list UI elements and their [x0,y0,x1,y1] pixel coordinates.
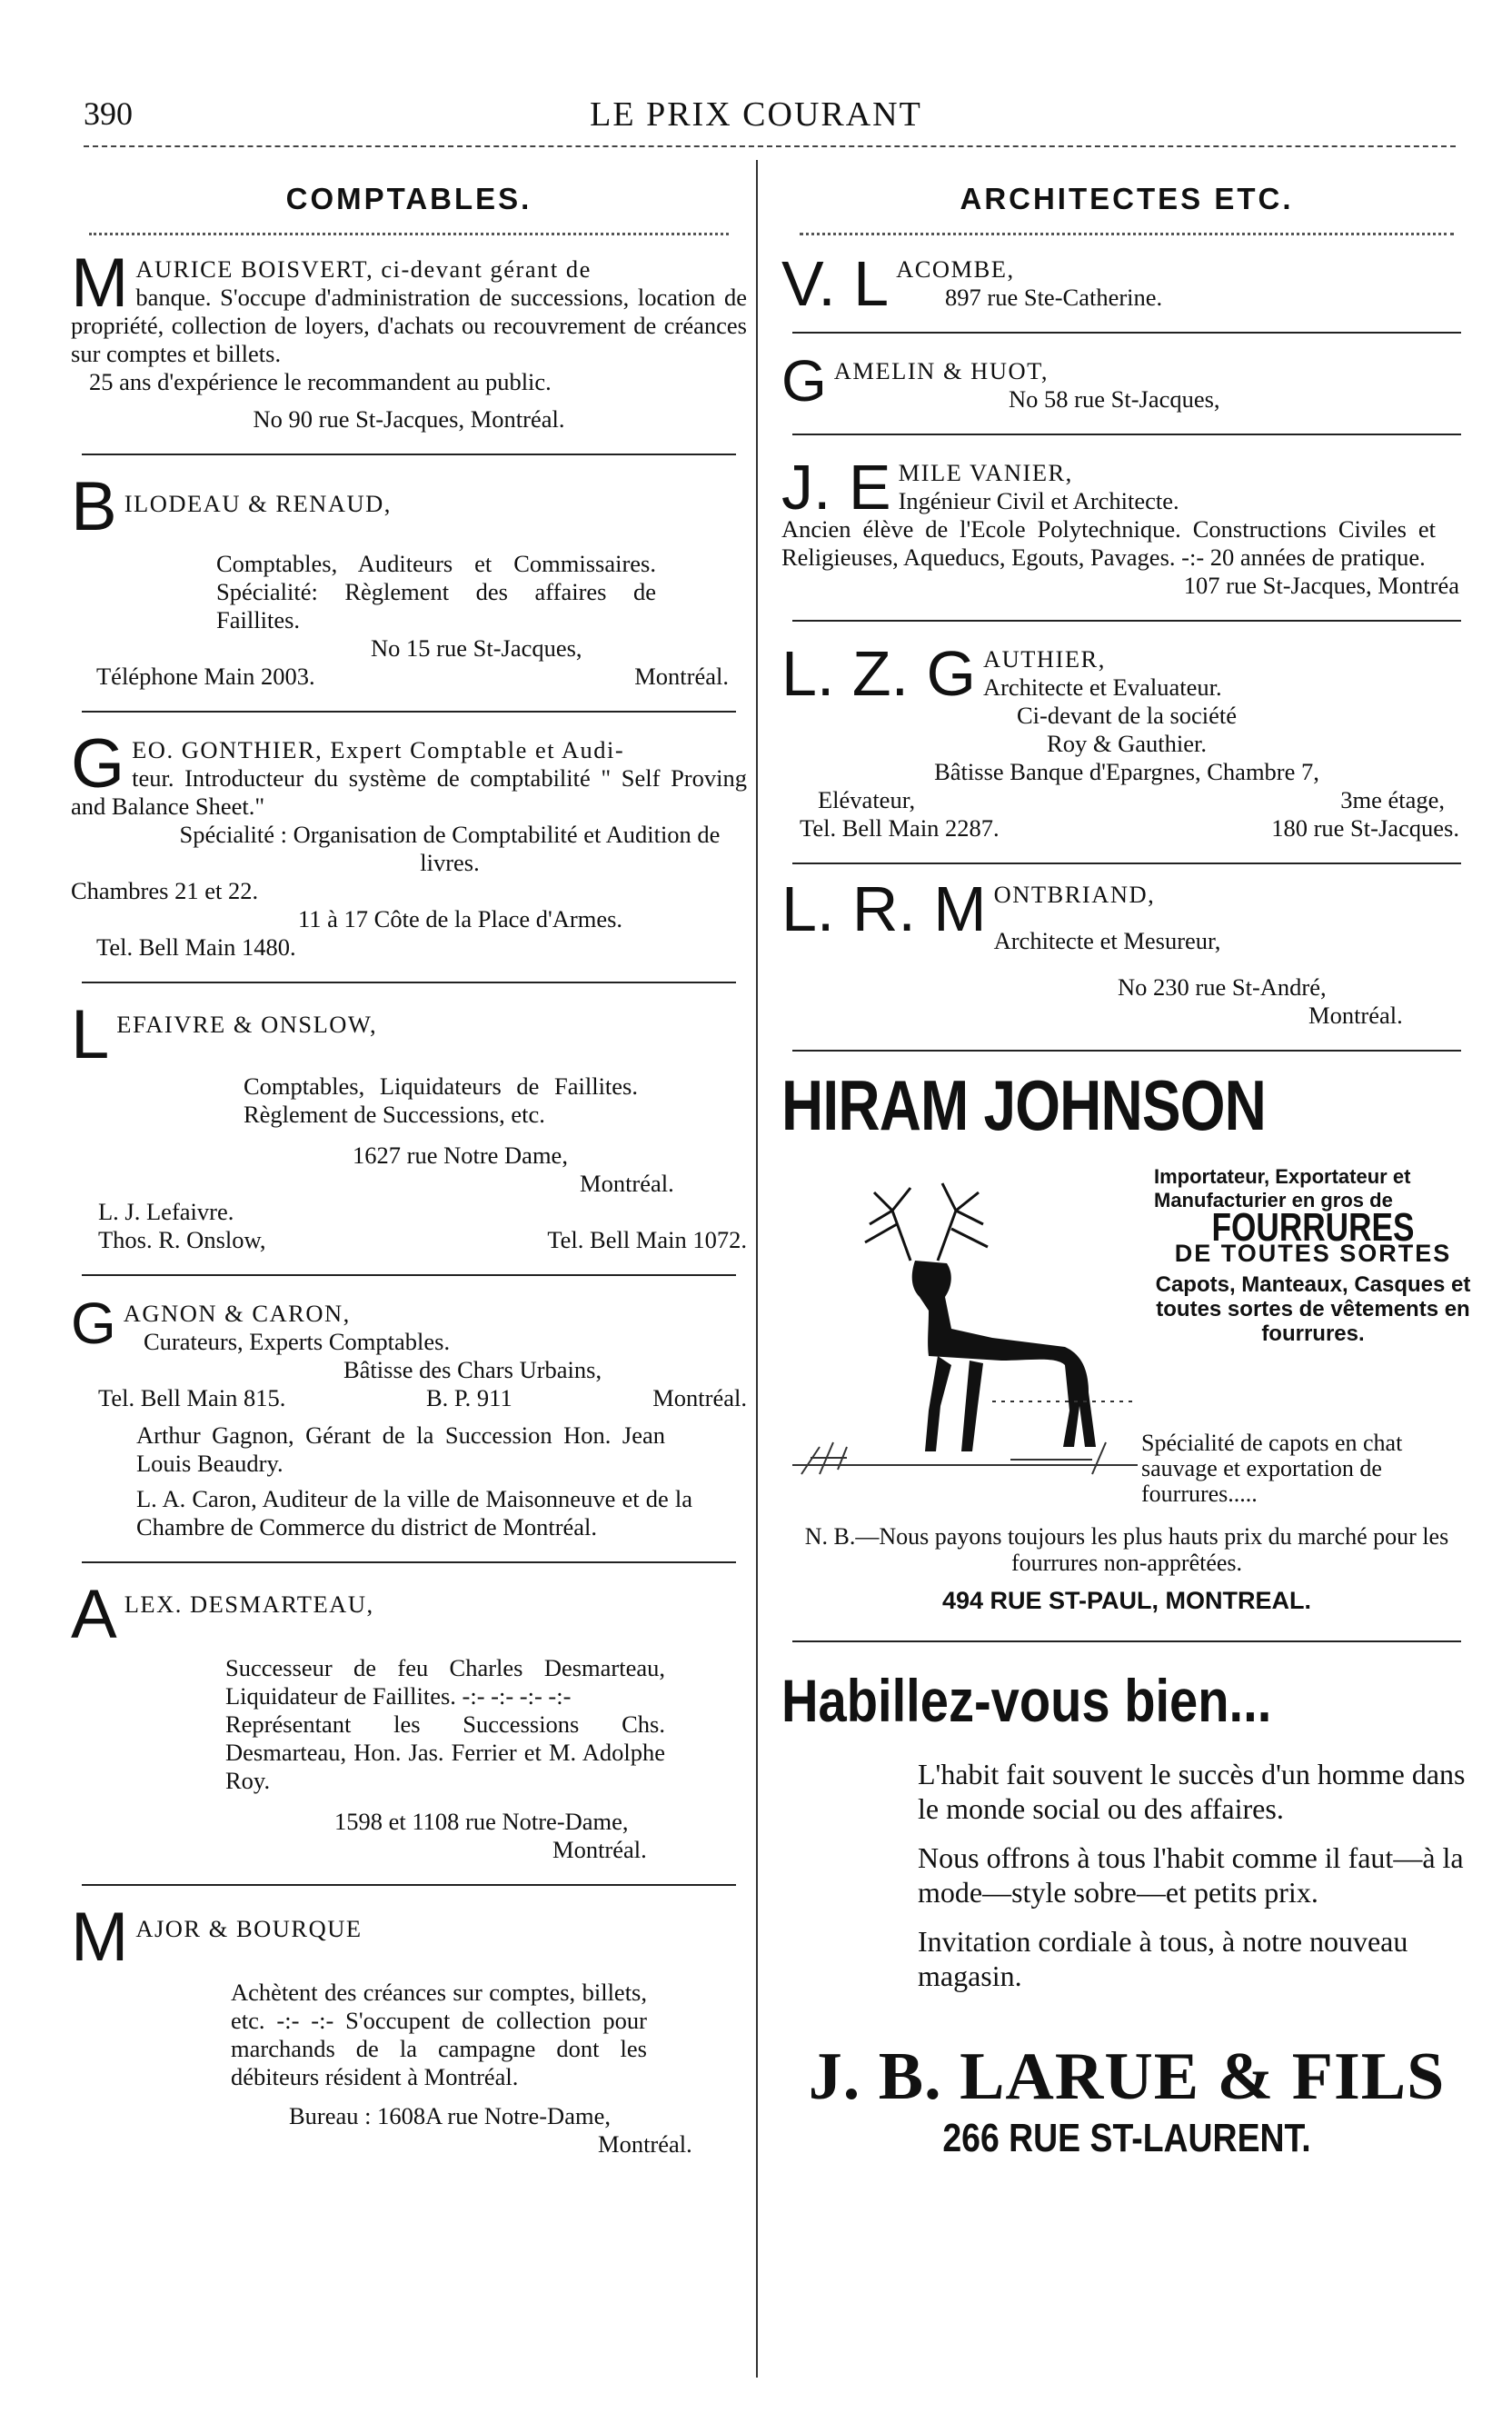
listing-tel: Tel. Bell Main 2287. [800,814,1000,842]
listing-tel: Tel. Bell Main 815. [98,1384,286,1411]
listing-chambres: Chambres 21 et 22. [71,877,259,904]
listing-name: ACOMBE, [896,255,1015,283]
listing-address: No 90 rue St-Jacques, Montréal. [253,405,565,433]
listing-name: EFAIVRE & ONSLOW, [116,1011,378,1038]
ad-toutes-sortes: DE TOUTES SORTES [1174,1240,1452,1267]
listing-first-line: AURICE BOISVERT, ci-devant gérant de [135,255,592,283]
listing-tel: Tel. Bell Main 1480. [96,933,296,961]
ad-note: N. B.—Nous payons toujours les plus hauts prix du marché pour les fourrures non-apprêtées. [804,1523,1449,1576]
drop-cap: L [71,996,110,1073]
listing-gauthier [781,638,1472,843]
listing-representant: Représentant les Successions Chs. Desmarteau, Hon. Jas. Ferrier et M. Adolphe Roy. [225,1710,665,1794]
listing-address: 1598 et 1108 rue Notre-Dame, [334,1808,629,1835]
divider [792,863,1461,864]
listing-batisse: Bâtisse des Chars Urbains, [343,1356,602,1383]
initials: L. R. M [781,873,987,944]
listing-vanier [781,452,1472,600]
listing-elevateur: Elévateur, [818,786,916,813]
listing-address: 11 à 17 Côte de la Place d'Armes. [298,905,623,932]
listing-name: MILE VANIER, [898,459,1073,486]
initials: L. Z. G [781,638,976,709]
listing-bureau: Bureau : 1608A rue Notre-Dame, [289,2102,611,2129]
listing-gamelin [781,348,1472,414]
listing-bilodeau [71,468,747,691]
listing-line: Bâtisse Banque d'Epargnes, Chambre 7, [934,758,1319,785]
ad-title: Habillez-vous bien... [781,1667,1272,1734]
listing-line: Roy & Gauthier. [1047,730,1207,757]
listing-desc: Comptables, Liquidateurs de Faillites. Règlement de Successions, etc. [244,1072,638,1128]
divider [82,1884,736,1886]
right-column [781,182,1472,2161]
decorative-divider [89,225,729,235]
listing-name: AMELIN & HUOT, [833,357,1049,384]
listing-caron: L. A. Caron, Auditeur de la ville de Maisonneuve et de la Chambre de Commerce du district de Montréal. [136,1485,692,1541]
ad-specialite: Spécialité de capots en chat sauvage et exportation de fourrures..... [1141,1430,1403,1507]
listing-gonthier [71,725,747,962]
listing-desc: Successeur de feu Charles Desmarteau, Liquidateur de Faillites. -:- -:- -:- -:- [225,1654,665,1710]
divider [82,982,736,983]
ad-address: 266 RUE ST-LAURENT. [942,2116,1311,2160]
divider [82,711,736,713]
listing-specialite: Spécialité : Organisation de Comptabilité et Audition de livres. [179,821,721,876]
ad-fourrures: FOURRURES [1211,1205,1415,1250]
listing-name: ILODEAU & RENAUD, [124,490,392,517]
divider [792,1640,1461,1642]
initials: V. L [781,248,890,319]
section-heading-architectes: ARCHITECTES ETC. [960,182,1294,215]
ad-capots: Capots, Manteaux, Casques et toutes sortes de vêtements en fourrures. [1155,1272,1471,1346]
listing-address: No 15 rue St-Jacques, [371,634,582,662]
divider [82,454,736,455]
drop-cap: M [71,244,129,322]
drop-cap: G [71,725,125,803]
listing-person: L. J. Lefaivre. [98,1198,234,1225]
listing-address: 107 rue St-Jacques, Montréa [1183,572,1459,599]
listing-lefaivre [71,996,747,1254]
listing-title: Architecte et Mesureur, [993,927,1221,954]
column-divider [756,160,758,2378]
divider [792,620,1461,622]
divider [792,1050,1461,1052]
listing-montbriand [781,873,1472,1030]
advertisement-larue [781,1666,1472,2161]
drop-cap: G [71,1291,116,1356]
listing-phone: Téléphone Main 2003. [96,663,315,690]
listing-etage: 3me étage, [1340,786,1445,813]
drop-cap: A [71,1576,117,1653]
listing-name: AUTHIER, [982,645,1106,673]
drop-cap: B [71,468,117,545]
listing-name: AJOR & BOURQUE [135,1915,363,1942]
drop-cap: G [781,348,827,414]
advertisement-hiram-johnson [781,1064,1472,1615]
ad-address: 494 RUE ST-PAUL, MONTREAL. [941,1587,1312,1614]
drop-cap: M [71,1899,129,1976]
listing-name: ONTBRIAND, [993,881,1156,908]
listing-city: Montréal. [634,663,729,690]
listing-title: Ingénieur Civil et Architecte. [898,487,1179,514]
divider [792,332,1461,334]
listing-boisvert [71,244,747,434]
listing-lacombe [781,248,1472,319]
listing-arthur: Arthur Gagnon, Gérant de la Succession Hon. Jean Louis Beaudry. [136,1421,665,1477]
listing-name: AGNON & CARON, [123,1300,351,1327]
listing-experience: 25 ans d'expérience le recommandent au public. [89,368,552,395]
header-rule [84,145,1456,147]
listing-address: 897 rue Ste-Catherine. [945,284,1163,311]
page-number: 390 [84,95,133,132]
initials: J. E [781,452,891,523]
listing-name: LEX. DESMARTEAU, [124,1590,374,1618]
listing-major [71,1899,747,2159]
listing-city: Montréal. [580,1170,674,1197]
ad-title: HIRAM JOHNSON [781,1065,1267,1145]
divider [82,1561,736,1563]
listing-tel: Tel. Bell Main 1072. [547,1226,747,1253]
listing-title: Architecte et Evaluateur. [982,673,1222,701]
listing-desc: Curateurs, Experts Comptables. [144,1328,451,1355]
listing-address: 180 rue St-Jacques. [1271,814,1459,842]
ad-paragraph: L'habit fait souvent le succès d'un homme dans le monde social ou des affaires. [918,1758,1466,1825]
listing-address: 1627 rue Notre Dame, [353,1142,568,1169]
listing-address: No 230 rue St-André, [1118,973,1327,1001]
listing-first-line: EO. GONTHIER, Expert Comptable et Audi- [132,736,625,763]
deer-illustration [792,1174,1138,1483]
listing-city: Montréal. [1308,1002,1403,1029]
listing-desmarteau [71,1576,747,1864]
listing-address: No 58 rue St-Jacques, [1009,385,1220,413]
listing-city: Montréal. [552,1836,647,1863]
listing-city: Montréal. [652,1384,747,1411]
divider [792,434,1461,435]
listing-bp: B. P. 911 [425,1384,512,1411]
listing-desc: Achètent des créances sur comptes, billets, etc. -:- -:- S'occupent de collection pour marchands de la campagne dont les débiteurs résident à Montréal. [231,1979,647,2090]
divider [82,1274,736,1276]
listing-city: Montréal. [598,2130,692,2158]
listing-person: Thos. R. Onslow, [98,1226,266,1253]
listing-gagnon [71,1291,747,1541]
ad-paragraph: Nous offrons à tous l'habit comme il faut—à la mode—style sobre—et petits prix. [918,1841,1464,1909]
listing-line: Ci-devant de la société [1016,702,1238,729]
ad-line: Importateur, Exportateur et Manufacturier en gros de [1154,1165,1411,1212]
ad-company: J. B. LARUE & FILS [808,2039,1446,2114]
page-title: LE PRIX COURANT [590,95,922,134]
section-heading-comptables: COMPTABLES. [285,182,532,215]
decorative-divider [800,225,1454,235]
listing-body: Ancien élève de l'Ecole Polytechnique. Constructions Civiles et Religieuses, Aqueducs, Egouts, Pavages. -:- 20 années de pratique. [781,515,1436,571]
left-column [71,182,747,2159]
listing-body: teur. Introducteur du système de comptabilité " Self Proving and Balance Sheet." [71,764,747,820]
listing-desc: Comptables, Auditeurs et Commissaires. Spécialité: Règlement des affaires de Faillites. [216,550,656,633]
listing-body: banque. S'occupe d'administration de successions, location de propriété, collection de loyers, d'achats ou recouvrement de créances sur comptes et billets. [71,284,747,367]
ad-paragraph: Invitation cordiale à tous, à notre nouveau magasin. [918,1925,1408,1992]
